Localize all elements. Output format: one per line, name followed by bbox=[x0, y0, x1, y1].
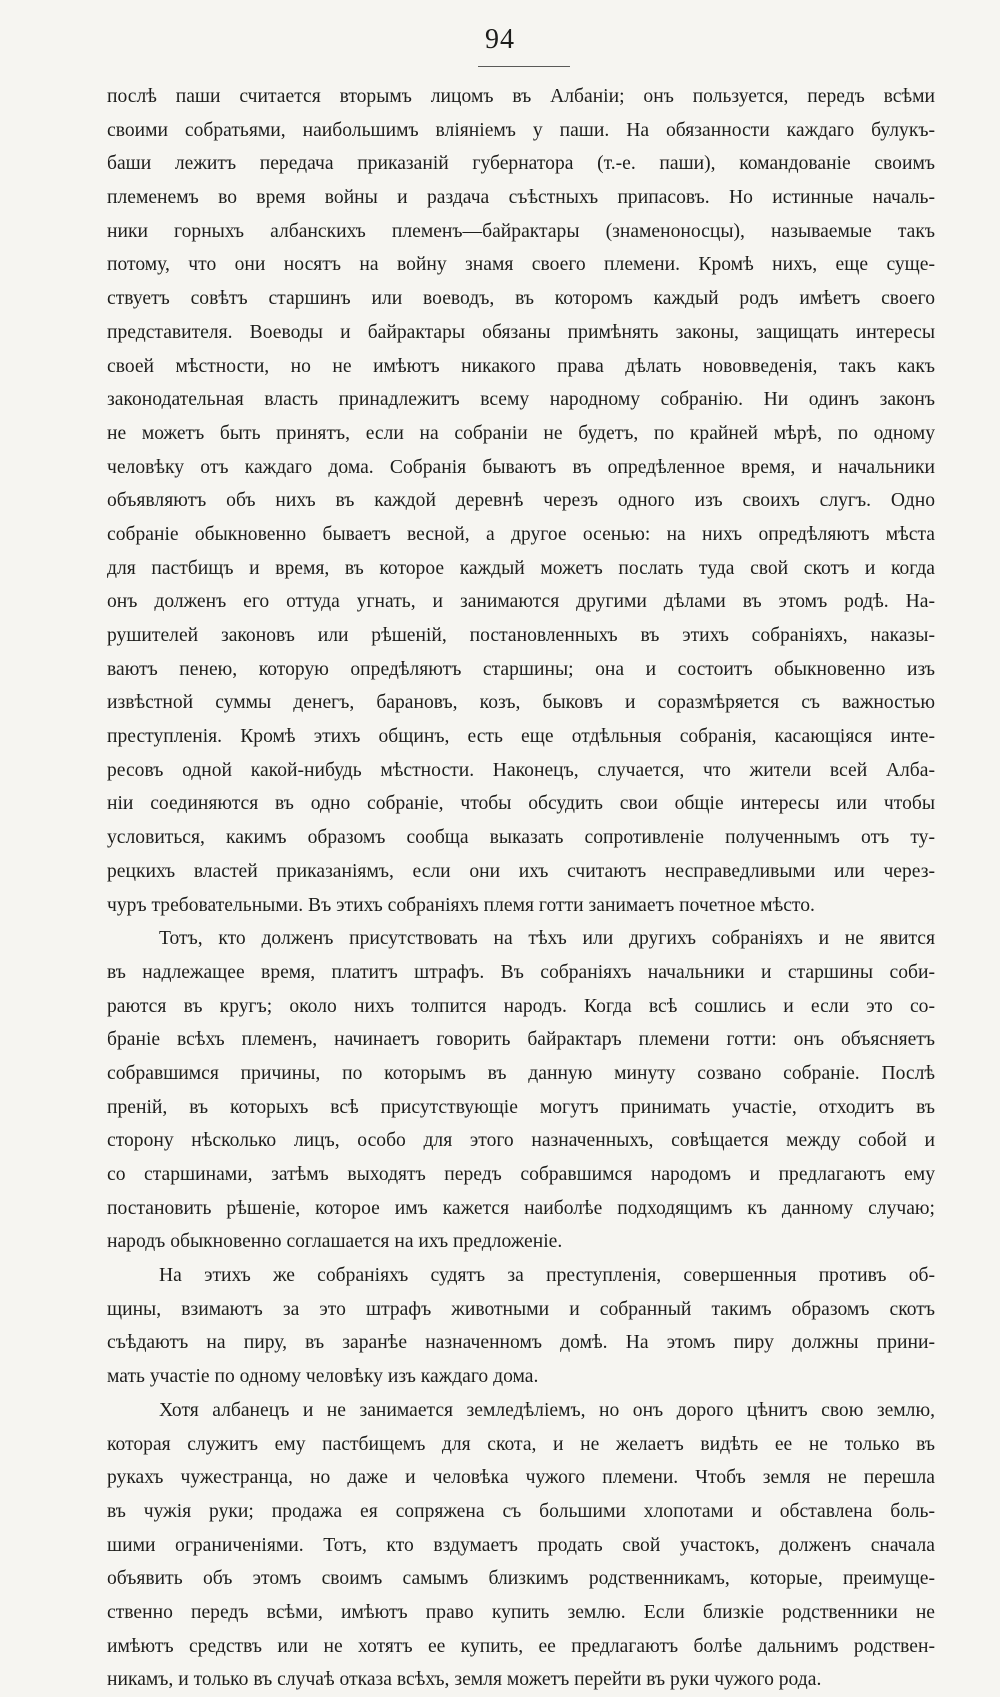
text-line: никамъ, и только въ случаѣ отказа всѣхъ, земля можетъ перейти въ руки чужого рода. bbox=[107, 1669, 822, 1691]
text-line: рукахъ чужестранца, но даже и человѣка чужого племени. Чтобъ земля не перешла bbox=[107, 1467, 935, 1489]
text-line: Тотъ, кто долженъ присутствовать на тѣхъ или другихъ собраніяхъ и не явится bbox=[159, 928, 935, 950]
text-line: народъ обыкновенно соглашается на ихъ предложеніе. bbox=[107, 1231, 563, 1253]
text-line: браніе всѣхъ племенъ, начинаетъ говорить байрактаръ племени готти: онъ объясняетъ bbox=[107, 1029, 935, 1051]
text-line: законодательная власть принадлежитъ всему народному собранію. Ни одинъ законъ bbox=[107, 389, 935, 411]
text-line: не можетъ быть принятъ, если на собраніи не будетъ, по крайней мѣрѣ, по одному bbox=[107, 422, 935, 444]
text-line: рушителей законовъ или рѣшеній, постановленныхъ въ этихъ собраніяхъ, наказы- bbox=[107, 625, 935, 646]
text-line: ствуетъ совѣтъ старшинъ или воеводъ, въ которомъ каждый родъ имѣетъ своего bbox=[107, 288, 935, 310]
text-line: объявляютъ объ нихъ въ каждой деревнѣ черезъ одного изъ своихъ слугъ. Одно bbox=[107, 490, 935, 512]
text-line: въ чужія руки; продажа ея сопряжена съ большими хлопотами и обставлена боль- bbox=[107, 1500, 935, 1522]
text-line: имѣютъ средствъ или не хотятъ ее купить, ее предлагаютъ болѣе дальнимъ родствен- bbox=[107, 1635, 935, 1657]
text-line: преній, въ которыхъ всѣ присутствующіе могутъ принимать участіе, отходитъ въ bbox=[107, 1096, 935, 1118]
page-number: 94 bbox=[485, 24, 515, 55]
text-line: собраніе обыкновенно бываетъ весной, а другое осенью: на нихъ опредѣляютъ мѣста bbox=[107, 523, 935, 545]
text-line: чуръ требовательными. Въ этихъ собраніяхъ племя готти занимаетъ почетное мѣсто. bbox=[107, 894, 815, 916]
text-line: ники горныхъ албанскихъ племенъ—байрактары (знаменоносцы), называемые такъ bbox=[107, 220, 935, 242]
text-line: ресовъ одной какой-нибудь мѣстности. Наконецъ, случается, что жители всей Алба- bbox=[107, 759, 935, 781]
text-line: Хотя албанецъ и не занимается земледѣліемъ, но онъ дорого цѣнитъ свою землю, bbox=[159, 1399, 935, 1421]
paragraph-4 bbox=[107, 1394, 935, 1697]
text-line: послѣ паши считается вторымъ лицомъ въ Албаніи; онъ пользуется, передъ всѣми bbox=[107, 86, 935, 107]
paragraph-1 bbox=[107, 80, 935, 922]
text-line: сторону нѣсколько лицъ, особо для этого назначенныхъ, совѣщается между собой и bbox=[107, 1130, 935, 1152]
text-line: своей мѣстности, но не имѣютъ никакого права дѣлать нововведенія, такъ какъ bbox=[107, 355, 935, 377]
paragraph-2 bbox=[107, 922, 935, 1259]
text-line: племенемъ во время войны и раздача съѣстныхъ припасовъ. Но истинные началь- bbox=[107, 187, 935, 209]
text-line: ніи соединяются въ одно собраніе, чтобы обсудить свои общіе интересы или чтобы bbox=[107, 793, 935, 815]
text-line: преступленія. Кромѣ этихъ общинъ, есть еще отдѣльныя собранія, касающіяся инте- bbox=[107, 726, 935, 748]
text-line: рецкихъ властей приказаніямъ, если они ихъ считаютъ несправедливыми или через- bbox=[107, 860, 935, 882]
text-line: ственно передъ всѣми, имѣютъ право купить землю. Если близкіе родственники не bbox=[107, 1601, 935, 1623]
text-line: раются въ кругъ; около нихъ толпится народъ. Когда всѣ сошлись и если это со- bbox=[107, 995, 935, 1017]
paragraph-3 bbox=[107, 1259, 935, 1394]
text-line: въ надлежащее время, платитъ штрафъ. Въ собраніяхъ начальники и старшины соби- bbox=[107, 961, 935, 983]
text-line: щины, взимаютъ за это штрафъ животными и собранный такимъ образомъ скотъ bbox=[107, 1298, 935, 1320]
page-number-rule bbox=[478, 66, 570, 67]
text-line: мать участіе по одному человѣку изъ каждаго дома. bbox=[107, 1366, 539, 1388]
text-line: шими ограниченіями. Тотъ, кто вздумаетъ продать свой участокъ, долженъ сначала bbox=[107, 1534, 935, 1556]
text-line: постановить рѣшеніе, которое имъ кажется наиболѣе подходящимъ къ данному случаю; bbox=[107, 1197, 935, 1219]
text-line: человѣку отъ каждаго дома. Собранія бываютъ въ опредѣленное время, и начальники bbox=[107, 456, 935, 478]
text-line: со старшинами, затѣмъ выходятъ передъ собравшимся народомъ и предлагаютъ ему bbox=[107, 1164, 935, 1185]
text-line: условиться, какимъ образомъ сообща выказать сопротивленіе полученнымъ отъ ту- bbox=[107, 827, 935, 849]
text-line: баши лежитъ передача приказаній губернатора (т.-е. паши), командованіе своимъ bbox=[107, 153, 935, 175]
text-line: ваютъ пенею, которую опредѣляютъ старшины; она и состоитъ обыкновенно изъ bbox=[107, 658, 935, 680]
text-line: которая служитъ ему пастбищемъ для скота, и не желаетъ видѣть ее не только въ bbox=[107, 1433, 935, 1455]
text-line: извѣстной суммы денегъ, барановъ, козъ, быковъ и соразмѣряется съ важностью bbox=[107, 692, 935, 714]
text-line: На этихъ же собраніяхъ судятъ за преступленія, совершенныя противъ об- bbox=[159, 1265, 935, 1287]
text-line: онъ долженъ его оттуда угнать, и занимаются другими дѣлами въ этомъ родѣ. На- bbox=[107, 591, 935, 613]
text-body bbox=[107, 80, 935, 1697]
text-line: собравшимся причины, по которымъ въ данную минуту созвано собраніе. Послѣ bbox=[107, 1062, 935, 1084]
text-line: потому, что они носятъ на войну знамя своего племени. Кромѣ нихъ, еще суще- bbox=[107, 254, 935, 276]
text-line: представителя. Воеводы и байрактары обязаны примѣнять законы, защищать интересы bbox=[107, 321, 935, 343]
text-line: для пастбищъ и время, въ которое каждый можетъ послать туда свой скотъ и когда bbox=[107, 557, 935, 579]
text-line: своими собратьями, наибольшимъ вліяніемъ у паши. На обязанности каждаго булукъ- bbox=[107, 119, 935, 141]
text-line: объявить объ этомъ своимъ самымъ близкимъ родственникамъ, которые, преимуще- bbox=[107, 1568, 935, 1590]
text-line: съѣдаютъ на пиру, въ заранѣе назначенномъ домѣ. На этомъ пиру должны прини- bbox=[107, 1332, 935, 1354]
